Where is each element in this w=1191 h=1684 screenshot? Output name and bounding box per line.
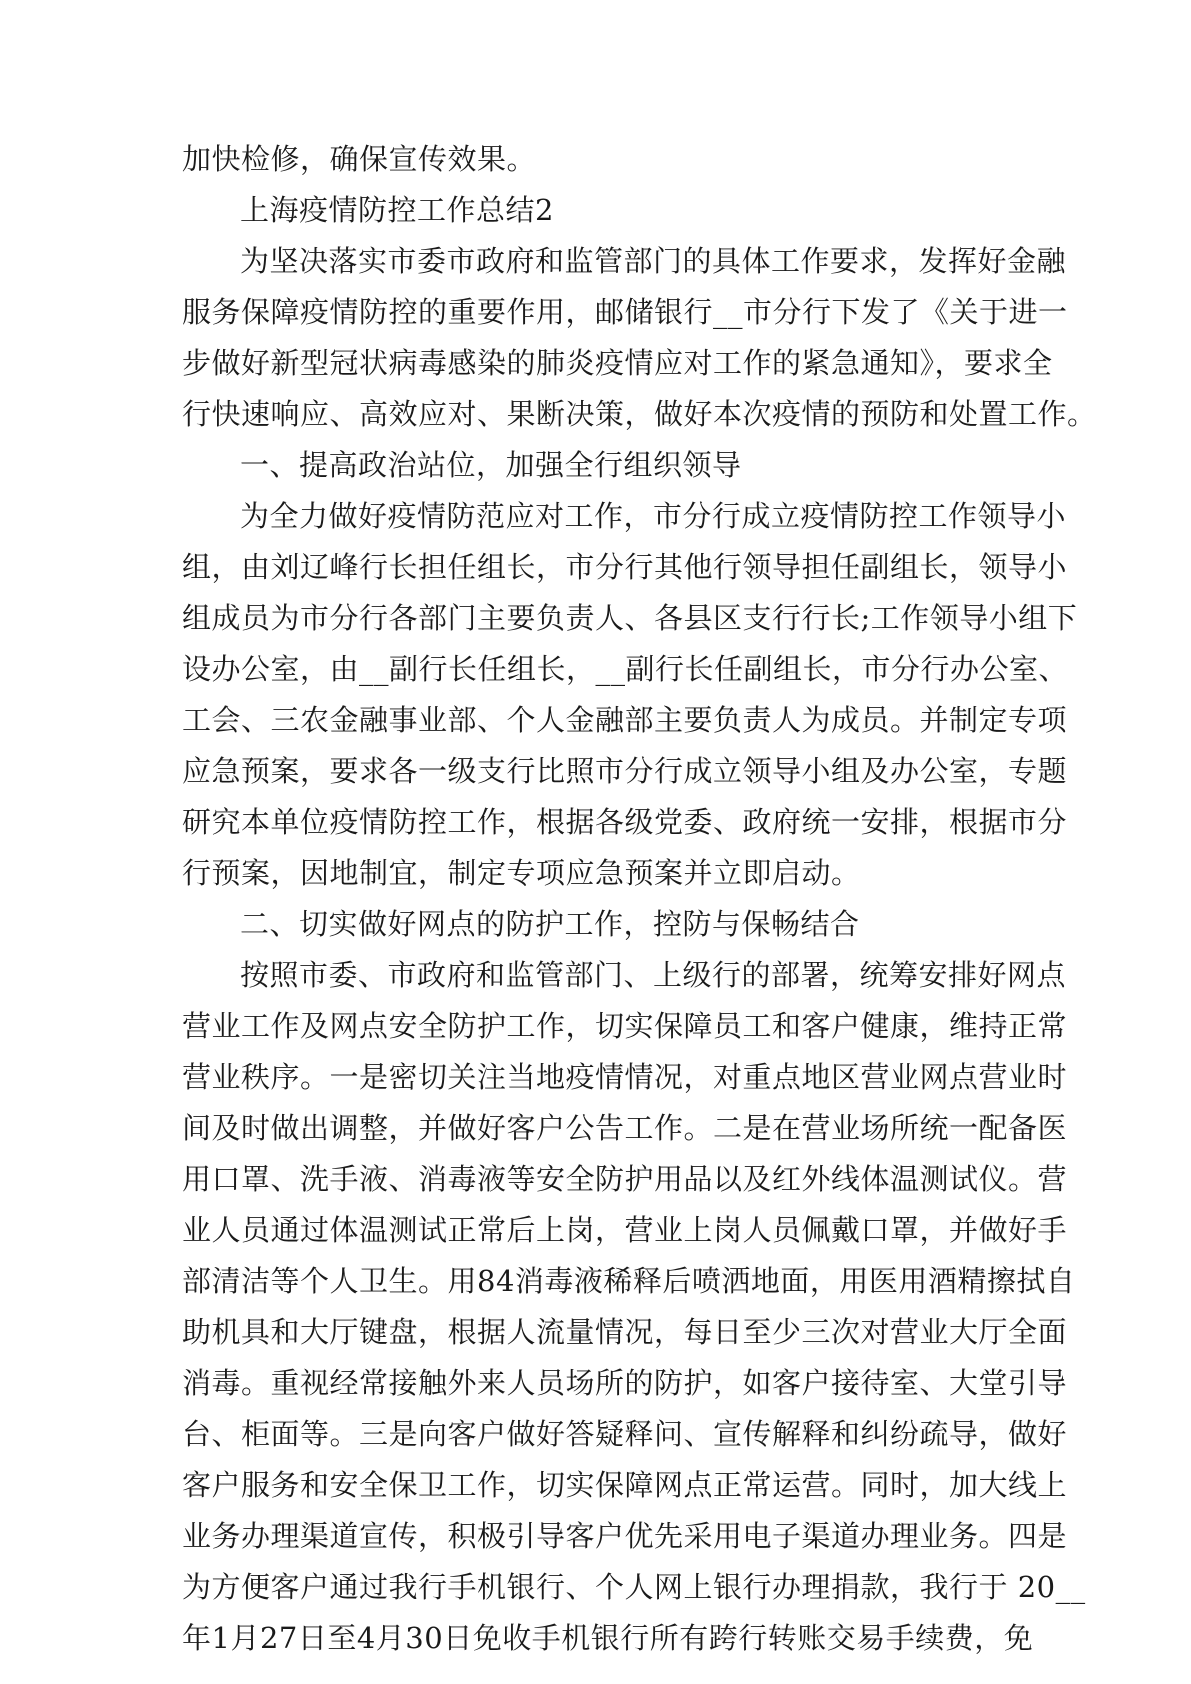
paragraph-first-line: 为坚决落实市委市政府和监管部门的具体工作要求，发挥好金融: [240, 244, 1067, 278]
text-line: 年1月27日至4月30日免收手机银行所有跨行转账交易手续费，免: [182, 1621, 1034, 1655]
text-line: 业人员通过体温测试正常后上岗，营业上岗人员佩戴口罩，并做好手: [182, 1213, 1068, 1247]
paragraph-first-line: 按照市委、市政府和监管部门、上级行的部署，统筹安排好网点: [240, 958, 1067, 992]
text-line: 组，由刘辽峰行长担任组长，市分行其他行领导担任副组长，领导小: [182, 550, 1068, 584]
text-line: 业务办理渠道宣传，积极引导客户优先采用电子渠道办理业务。四是: [182, 1519, 1068, 1553]
text-line: 用口罩、洗手液、消毒液等安全防护用品以及红外线体温测试仪。营: [182, 1162, 1068, 1196]
text-line: 应急预案，要求各一级支行比照市分行成立领导小组及办公室，专题: [182, 754, 1068, 788]
text-line: 加快检修，确保宣传效果。: [182, 142, 537, 176]
text-line: 研究本单位疫情防控工作，根据各级党委、政府统一安排，根据市分: [182, 805, 1068, 839]
text-line: 客户服务和安全保卫工作，切实保障网点正常运营。同时，加大线上: [182, 1468, 1068, 1502]
text-line: 为方便客户通过我行手机银行、个人网上银行办理捐款，我行于 20__: [182, 1570, 1086, 1604]
text-line: 设办公室，由__副行长任组长，__副行长任副组长，市分行办公室、: [182, 652, 1069, 686]
text-line: 间及时做出调整，并做好客户公告工作。二是在营业场所统一配备医: [182, 1111, 1068, 1145]
text-line: 服务保障疫情防控的重要作用，邮储银行__市分行下发了《关于进一: [182, 295, 1068, 329]
text-line: 营业工作及网点安全防护工作，切实保障员工和客户健康，维持正常: [182, 1009, 1068, 1043]
text-line: 工会、三农金融事业部、个人金融部主要负责人为成员。并制定专项: [182, 703, 1068, 737]
paragraph-first-line: 为全力做好疫情防范应对工作，市分行成立疫情防控工作领导小: [240, 499, 1067, 533]
text-line: 步做好新型冠状病毒感染的肺炎疫情应对工作的紧急通知》，要求全: [182, 346, 1053, 380]
text-line: 行预案，因地制宜，制定专项应急预案并立即启动。: [182, 856, 861, 890]
text-line: 组成员为市分行各部门主要负责人、各县区支行行长;工作领导小组下: [182, 601, 1078, 635]
paragraph-first-line: 一、提高政治站位，加强全行组织领导: [240, 448, 742, 482]
text-line: 消毒。重视经常接触外来人员场所的防护，如客户接待室、大堂引导: [182, 1366, 1068, 1400]
document-body: [182, 134, 1097, 1664]
paragraph-first-line: 二、切实做好网点的防护工作，控防与保畅结合: [240, 907, 860, 941]
text-line: 部清洁等个人卫生。用84消毒液稀释后喷洒地面，用医用酒精擦拭自: [182, 1264, 1076, 1298]
text-line: 台、柜面等。三是向客户做好答疑释问、宣传解释和纠纷疏导，做好: [182, 1417, 1068, 1451]
text-line: 营业秩序。一是密切关注当地疫情情况，对重点地区营业网点营业时: [182, 1060, 1068, 1094]
text-line: 助机具和大厅键盘，根据人流量情况，每日至少三次对营业大厅全面: [182, 1315, 1068, 1349]
text-line: 行快速响应、高效应对、果断决策，做好本次疫情的预防和处置工作。: [182, 397, 1097, 431]
paragraph-first-line: 上海疫情防控工作总结2: [240, 193, 554, 227]
